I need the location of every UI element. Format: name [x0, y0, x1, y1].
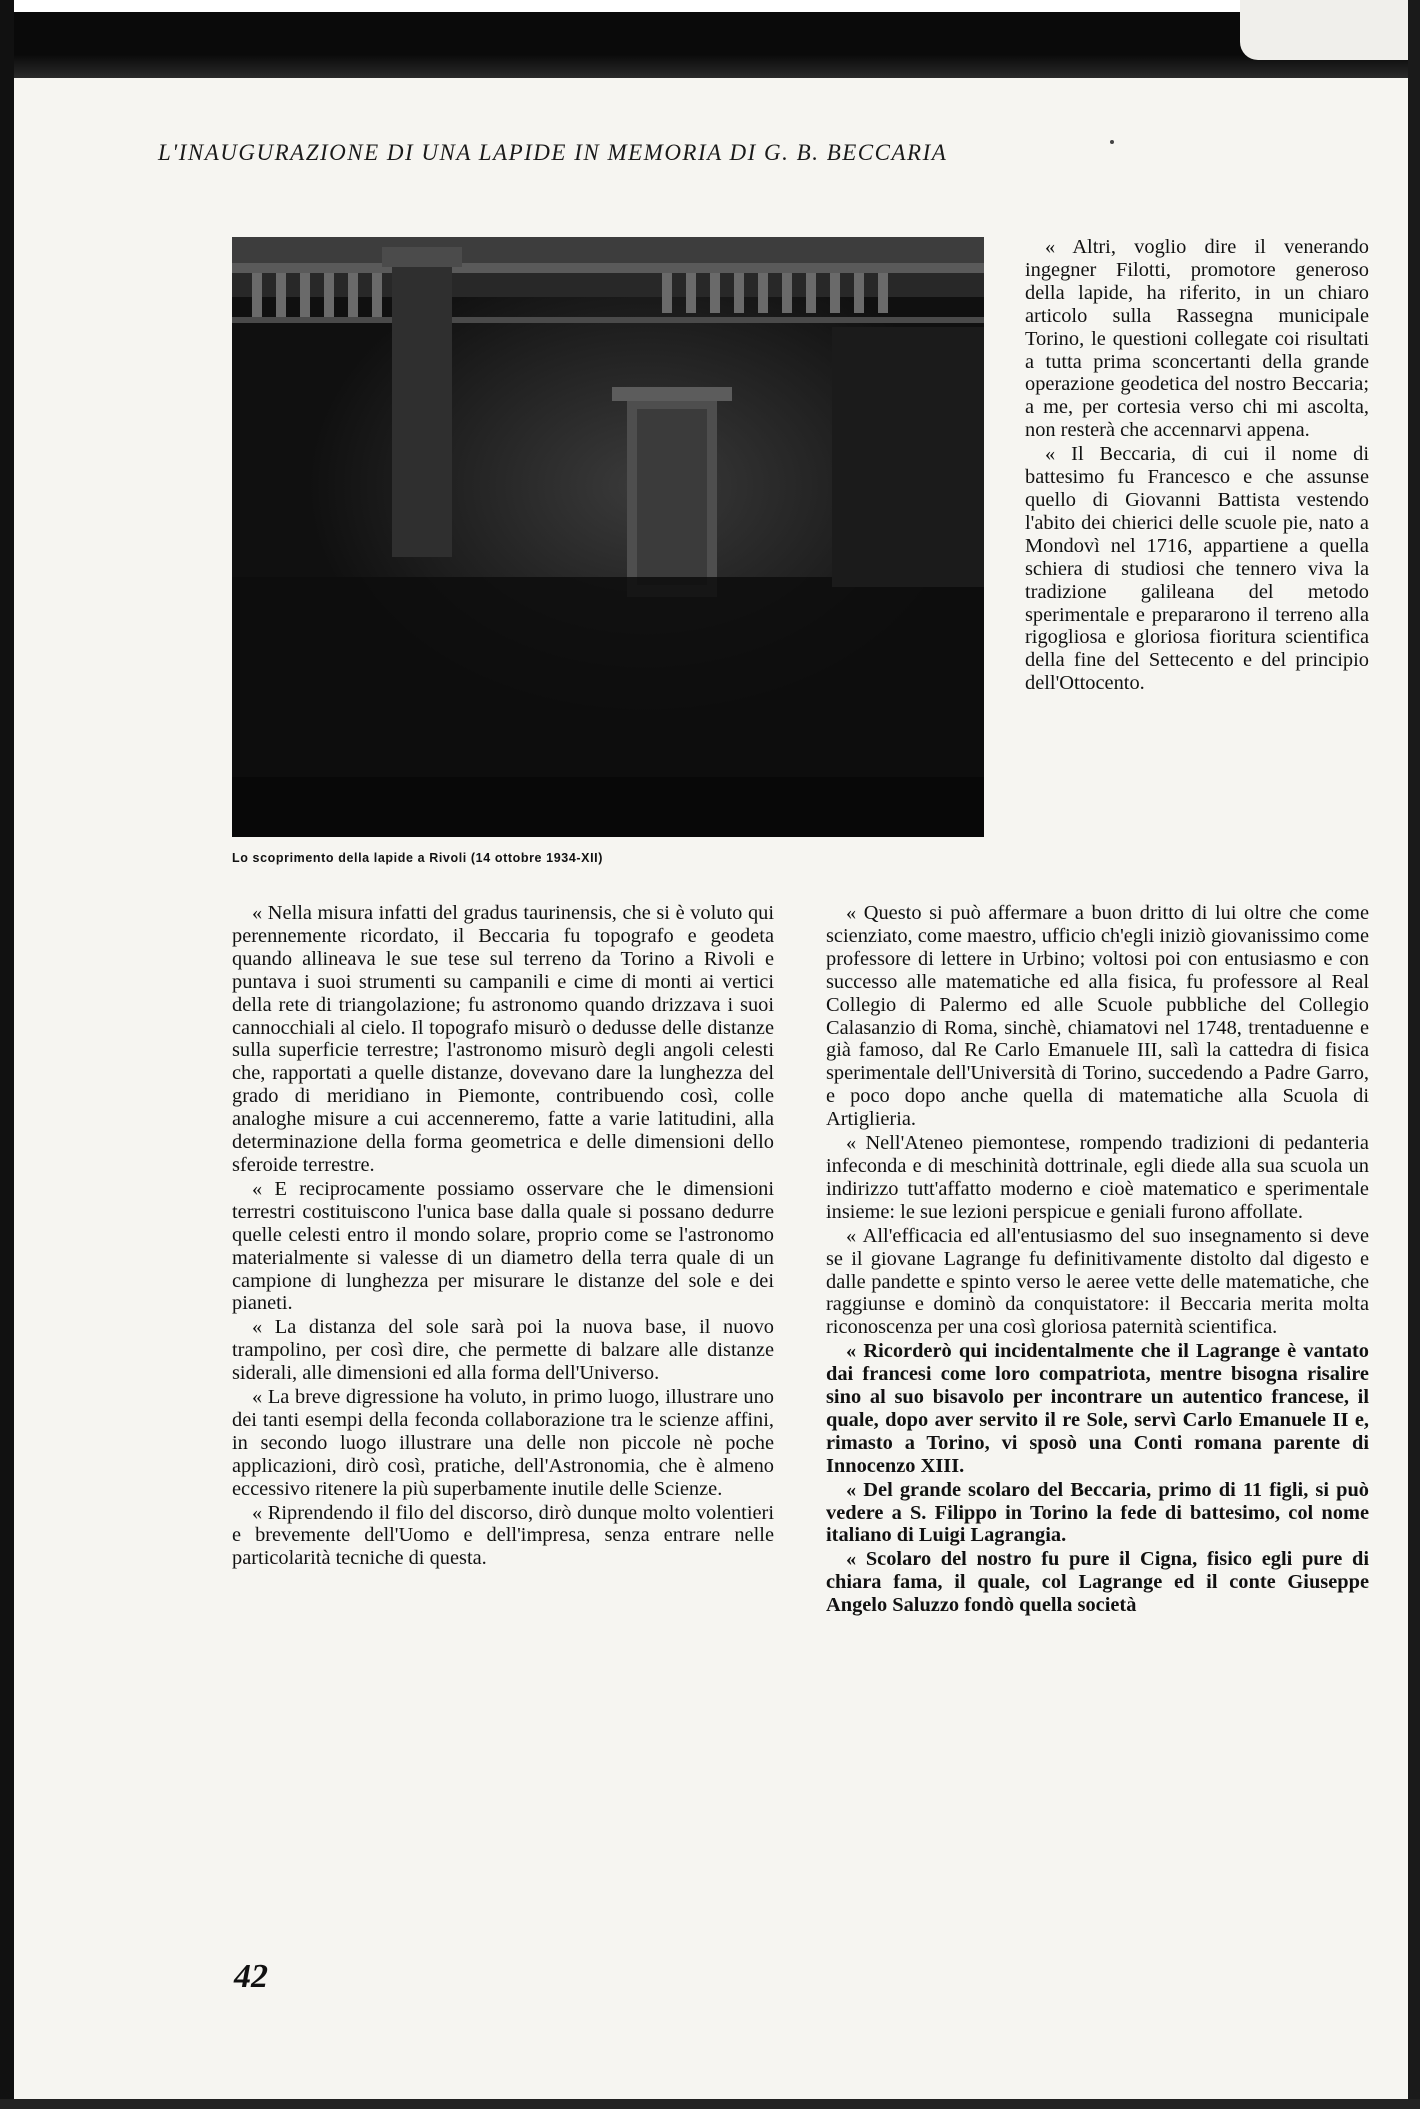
running-title: L'INAUGURAZIONE DI UNA LAPIDE IN MEMORIA DI G. B. BECCARIA [158, 140, 948, 165]
scan-border-left [0, 0, 14, 2109]
paragraph: « E reciprocamente possiamo osservare che le dimensioni terrestri costituiscono l'unica base dalla quale si possano dedurre quelle celesti entro il mondo solare, proprio come se l'astronomo materialmente si valesse di un diametro della terra quale di un campione di lunghezza per misurare le distanze del sole e dei pianeti. [232, 1177, 774, 1315]
paragraph: « Scolaro del nostro fu pure il Cigna, fisico egli pure di chiara fama, il quale, col Lagrange ed il conte Giuseppe Angelo Saluzzo fondò quella società [826, 1548, 1369, 1617]
text-column-right-top [1025, 236, 1369, 696]
paragraph: « La distanza del sole sarà poi la nuova base, il nuovo trampolino, per così dire, che permette di balzare alle distanze siderali, alle dimensioni ed alla forma dell'Universo. [232, 1316, 774, 1385]
paragraph: « Questo si può affermare a buon dritto di lui oltre che come scienziato, come maestro, ufficio ch'egli iniziò giovanissimo come professore di lettere in Urbino; voltosi poi con entusiasmo e con successo alle matematiche ed alla fisica, fu professore al Real Collegio di Palermo ed alle Scuole pubbliche del Collegio Calasanzio di Roma, sinchè, chiamatovi nel 1748, trentaduenne e già famoso, dal Re Carlo Emanuele III, salì la cattedra di fisica sperimentale dell'Università di Torino, succedendo a Padre Garro, e poco dopo anche quella di matematiche alla Scuola di Artiglieria. [826, 902, 1369, 1131]
scan-border-bottom [0, 2099, 1420, 2109]
page-number: 42 [234, 1958, 268, 1995]
paragraph: « Altri, voglio dire il venerando ingegner Filotti, promotore generoso della lapide, ha riferito, in un chiaro articolo sulla Rassegna municipale Torino, le questioni collegate coi risultati a tutta prima sconcertanti della grande operazione geodetica del nostro Beccaria; a me, per cortesia verso chi mi ascolta, non resterà che accennarvi appena. [1025, 236, 1369, 442]
paragraph: « Ricorderò qui incidentalmente che il Lagrange è vantato dai francesi come loro compatriota, mentre bisogna risalire sino al suo bisavolo per incontrare un autentico francese, il quale, dopo aver servito il re Sole, servì Carlo Emanuele II e, rimasto a Torino, vi sposò una Conti romana parente di Innocenzo XIII. [826, 1340, 1369, 1477]
paragraph: « All'efficacia ed all'entusiasmo del suo insegnamento si deve se il giovane Lagrange fu definitivamente distolto dal digesto e dalle pandette e spinto verso le aeree vette delle matematiche, che raggiunse e dominò da conquistatore: il Beccaria merita molta riconoscenza per una così gloriosa paternità scientifica. [826, 1224, 1369, 1339]
scan-border-top-white [0, 0, 1420, 12]
paragraph: « Nell'Ateneo piemontese, rompendo tradizioni di pedanteria infeconda e di meschinità dottrinale, egli diede alla sua scuola un indirizzo tutt'affatto moderno e cioè matematico e sperimentale insieme: le sue lezioni perspicue e geniali furono affollate. [826, 1132, 1369, 1223]
paragraph: « La breve digressione ha voluto, in primo luogo, illustrare uno dei tanti esempi della feconda collaborazione tra le scienze affini, in secondo luogo illustrare una delle non piccole nè poche applicazioni, dirò così, pratiche, dell'Astronomia, che è almeno eccessivo ritenere la più superbamente inutile delle Scienze. [232, 1386, 774, 1500]
photo-scene [232, 237, 984, 837]
paragraph: « Riprendendo il filo del discorso, dirò dunque molto volentieri e brevemente dell'Uomo e dell'impresa, senza entrare nelle particolarità tecniche di questa. [232, 1501, 774, 1570]
paragraph: « Del grande scolaro del Beccaria, primo di 11 figli, si può vedere a S. Filippo in Torino la fede di battesimo, col nome italiano di Luigi Lagrangia. [826, 1478, 1369, 1547]
scan-border-right [1408, 0, 1420, 2109]
paragraph: « Nella misura infatti del gradus taurinensis, che si è voluto qui perennemente ricordato, il Beccaria fu topografo e geodeta quando allineava le sue tese sul terreno da Torino a Rivoli e puntava i suoi strumenti su campanili e cime di monti ai vertici della rete di triangolazione; fu astronomo quando drizzava i suoi cannocchiali al cielo. Il topografo misurò o dedusse delle distanze sulla superficie terrestre; l'astronomo misurò degli angoli celesti che, rapportati a quelle distanze, dovevano dare la lunghezza del grado di meridiano in Piemonte, contribuendo così, colle analoghe misure a cui accenneremo, fatte a varie latitudini, alla determinazione della forma geometrica e delle dimensioni dello sferoide terrestre. [232, 902, 774, 1176]
scan-border-top [0, 0, 1420, 78]
text-column-left [232, 902, 774, 1571]
paragraph: « Il Beccaria, di cui il nome di battesimo fu Francesco e che assunse quello di Giovanni Battista vestendo l'abito dei chierici delle scuole pie, nato a Mondovì nel 1716, appartiene a quella schiera di studiosi che tennero viva la tradizione galileana del metodo sperimentale e prepararono il terreno alla rigogliosa e gloriosa fioritura scientifica della fine del Settecento e del principio dell'Ottocento. [1025, 443, 1369, 695]
text-column-right-bottom [826, 902, 1369, 1618]
photograph-lapide-rivoli [232, 237, 984, 837]
photo-caption: Lo scoprimento della lapide a Rivoli (14 ottobre 1934-XII) [232, 851, 603, 865]
scan-corner-fold [1240, 0, 1420, 60]
